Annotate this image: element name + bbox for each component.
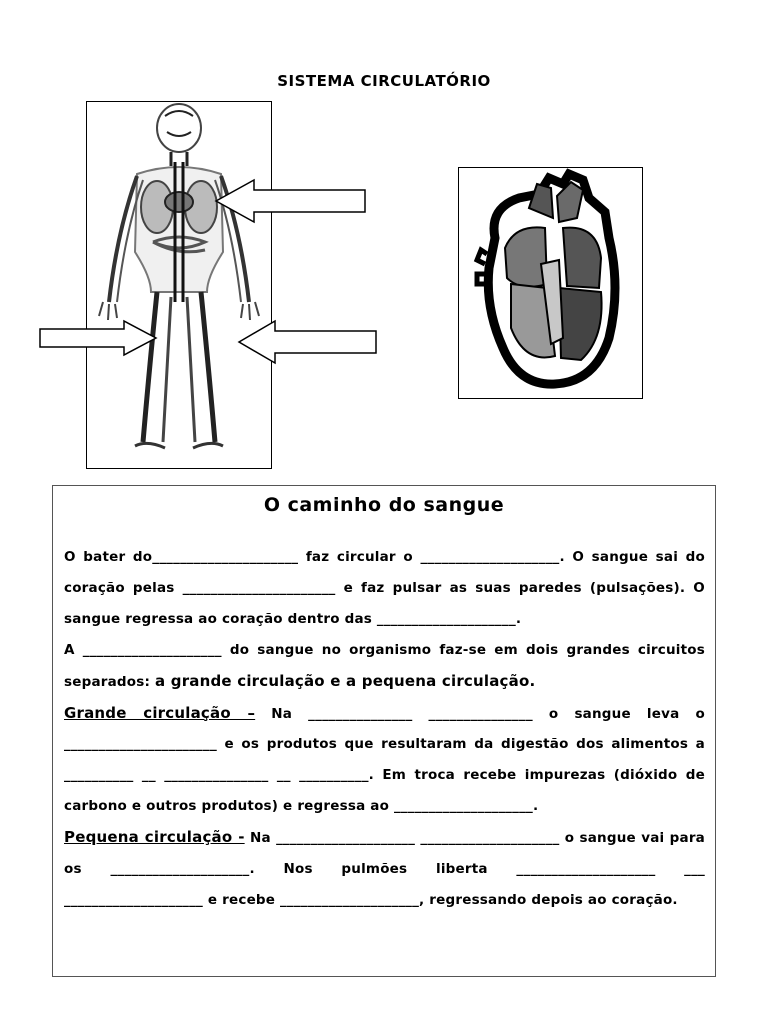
heart-icon (459, 168, 642, 398)
grande-circulacao-label: Grande circulação – (64, 703, 256, 722)
body-icon (87, 102, 271, 468)
circuits-intro: A ____________________ do sangue no organismo faz-se em dois grandes circuitos separados: (64, 641, 705, 690)
exercise-box (52, 485, 716, 977)
paragraph-circuits (64, 635, 705, 698)
circulatory-body-figure (86, 101, 272, 469)
pequena-circulacao-text: Na ____________________ ____________________ o sangue vai para os ____________________. Nos pulmões liberta ____________________ ___ ____________________ e recebe ____________________, regressando depois ao coração. (64, 830, 705, 908)
paragraph-heart-pumping: O bater do_____________________ faz circular o ____________________. O sangue sai do coração pelas ______________________ e faz pulsar as suas paredes (pulsações). O sangue regressa ao coração dentro das ____________________. (64, 549, 705, 627)
grande-circulacao-text: Na _______________ _______________ o sangue leva o ______________________ e os produtos que resultaram da digestão dos alimentos a __________ __ _______________ __ __________. Em troca recebe impurezas (dióxido de carbono e outros produtos) e regressa ao ____________________. (64, 705, 706, 815)
page-title: SISTEMA CIRCULATÓRIO (277, 72, 491, 90)
circuits-emphasis: a grande circulação e a pequena circulação. (155, 671, 536, 690)
paragraph-pequena-circulacao (64, 822, 705, 916)
pequena-circulacao-label: Pequena circulação - (64, 828, 245, 847)
arrow-right-to-heart (214, 178, 368, 224)
exercise-title: O caminho do sangue (263, 494, 505, 516)
paragraph-grande-circulacao (64, 698, 705, 823)
heart-figure (458, 167, 643, 399)
arrow-right-to-leg (237, 319, 379, 365)
arrow-left-to-arm (38, 319, 158, 357)
exercise-text (64, 542, 705, 916)
